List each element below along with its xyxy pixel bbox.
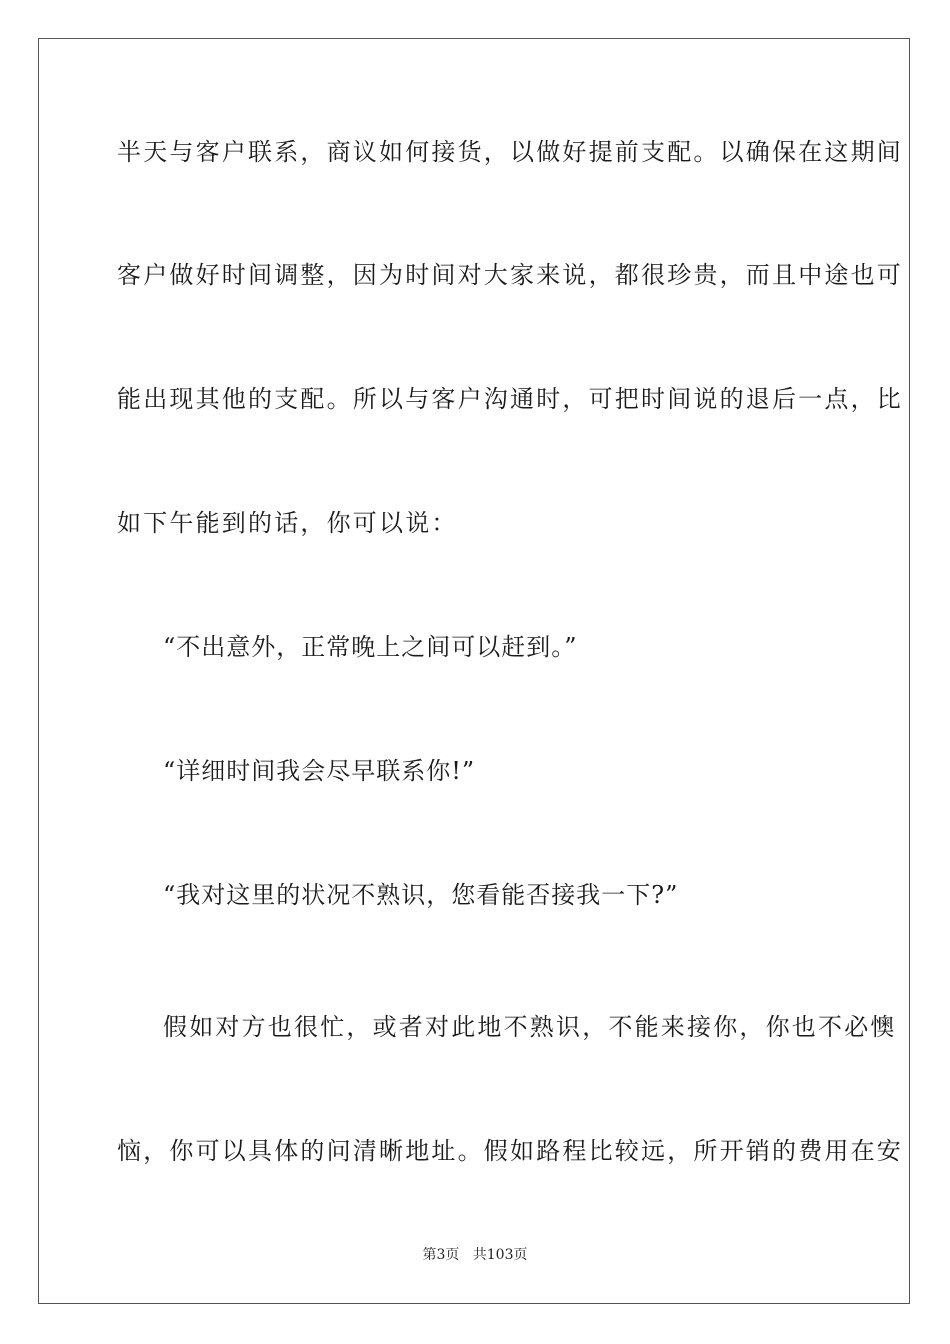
paragraph-line-5: 假如对方也很忙，或者对此地不熟识，不能来接你，你也不必懊 <box>163 1013 897 1041</box>
page-number: 第3页 <box>422 1247 460 1263</box>
page-total: 共103页 <box>472 1247 528 1263</box>
paragraph-line-3: 能出现其他的支配。所以与客户沟通时，可把时间说的退后一点，比 <box>117 385 903 413</box>
paragraph-line-1: 半天与客户联系，商议如何接货，以做好提前支配。以确保在这期间 <box>117 138 903 166</box>
page-border <box>38 38 910 1304</box>
quote-line-2: “详细时间我会尽早联系你!” <box>163 757 476 785</box>
quote-line-1: “不出意外，正常晚上之间可以赶到。” <box>163 633 578 661</box>
paragraph-line-2: 客户做好时间调整，因为时间对大家来说，都很珍贵，而且中途也可 <box>117 261 903 289</box>
page-footer <box>0 1246 950 1264</box>
paragraph-line-6: 恼，你可以具体的问清晰地址。假如路程比较远，所开销的费用在安 <box>117 1137 903 1165</box>
paragraph-line-4: 如下午能到的话，你可以说： <box>117 509 458 537</box>
quote-line-3: “我对这里的状况不熟识，您看能否接我一下?” <box>163 881 679 909</box>
